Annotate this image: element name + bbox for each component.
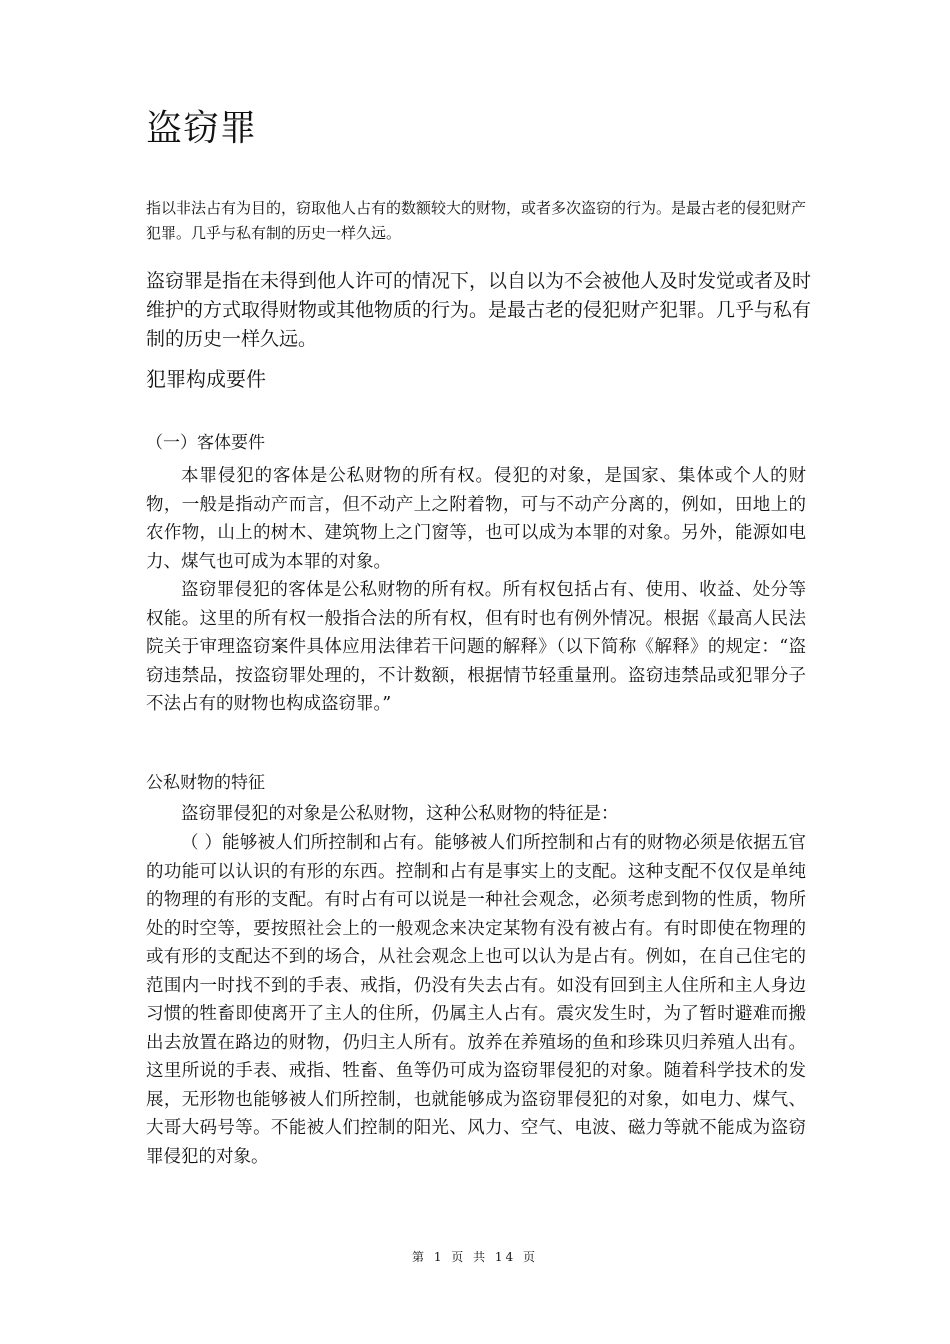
page-footer: 第 1 页 共 14 页 [412,1250,538,1264]
lead-paragraph: 指以非法占有为目的，窃取他人占有的数额较大的财物，或者多次盗窃的行为。是最古老的侵犯财产犯罪。几乎与私有制的历史一样久远。 [146,199,807,242]
paragraph-features-intro: 盗窃罪侵犯的对象是公私财物，这种公私财物的特征是： [181,804,619,824]
paragraph-object-2: 盗窃罪侵犯的客体是公私财物的所有权。所有权包括占有、使用、收益、处分等权能。这里的所有权一般指合法的所有权，但有时也有例外情况。根据《最高人民法院关于审理盗窃案件具体应用法律若干问题的解释》（以下简称《解释》的规定：“盗窃违禁品，按盗窃罪处理的，不计数额，根据情节轻重量刑。盗窃违禁品或犯罪分子不法占有的财物也构成盗窃罪。” [146,580,806,714]
intro-paragraph: 盗窃罪是指在未得到他人许可的情况下，以自以为不会被他人及时发觉或者及时维护的方式取得财物或其他物质的行为。是最古老的侵犯财产犯罪。几乎与私有制的历史一样久远。 [146,270,812,350]
subsection-heading-object: （一）客体要件 [146,433,265,453]
subsection-heading-features: 公私财物的特征 [146,773,265,793]
paragraph-features-1: （ ）能够被人们所控制和占有。能够被人们所控制和占有的财物必须是依据五官的功能可以认识的有形的东西。控制和占有是事实上的支配。这种支配不仅仅是单纯的物理的有形的支配。有时占有可以说是一种社会观念，必须考虑到物的性质，物所处的时空等，要按照社会上的一般观念来决定某物有没有被占有。有时即使在物理的或有形的支配达不到的场合，从社会观念上也可以认为是占有。例如，在自己住宅的范围内一时找不到的手表、戒指，仍没有失去占有。如没有回到主人住所和主人身边习惯的牲畜即使离开了主人的住所，仍属主人占有。震灾发生时，为了暂时避难而搬出去放置在路边的财物，仍归主人所有。放养在养殖场的鱼和珍珠贝归养殖人出有。这里所说的手表、戒指、牲畜、鱼等仍可成为盗窃罪侵犯的对象。随着科学技术的发展，无形物也能够被人们所控制，也就能够成为盗窃罪侵犯的对象，如电力、煤气、大哥大码号等。不能被人们控制的阳光、风力、空气、电波、磁力等就不能成为盗窃罪侵犯的对象。 [146,833,806,1167]
section-heading: 犯罪构成要件 [146,367,266,391]
page-title: 盗窃罪 [146,108,258,149]
paragraph-object-1: 本罪侵犯的客体是公私财物的所有权。侵犯的对象，是国家、集体或个人的财物，一般是指动产而言，但不动产上之附着物，可与不动产分离的，例如，田地上的农作物，山上的树木、建筑物上之门窗等，也可以成为本罪的对象。另外，能源如电力、煤气也可成为本罪的对象。 [146,466,806,572]
